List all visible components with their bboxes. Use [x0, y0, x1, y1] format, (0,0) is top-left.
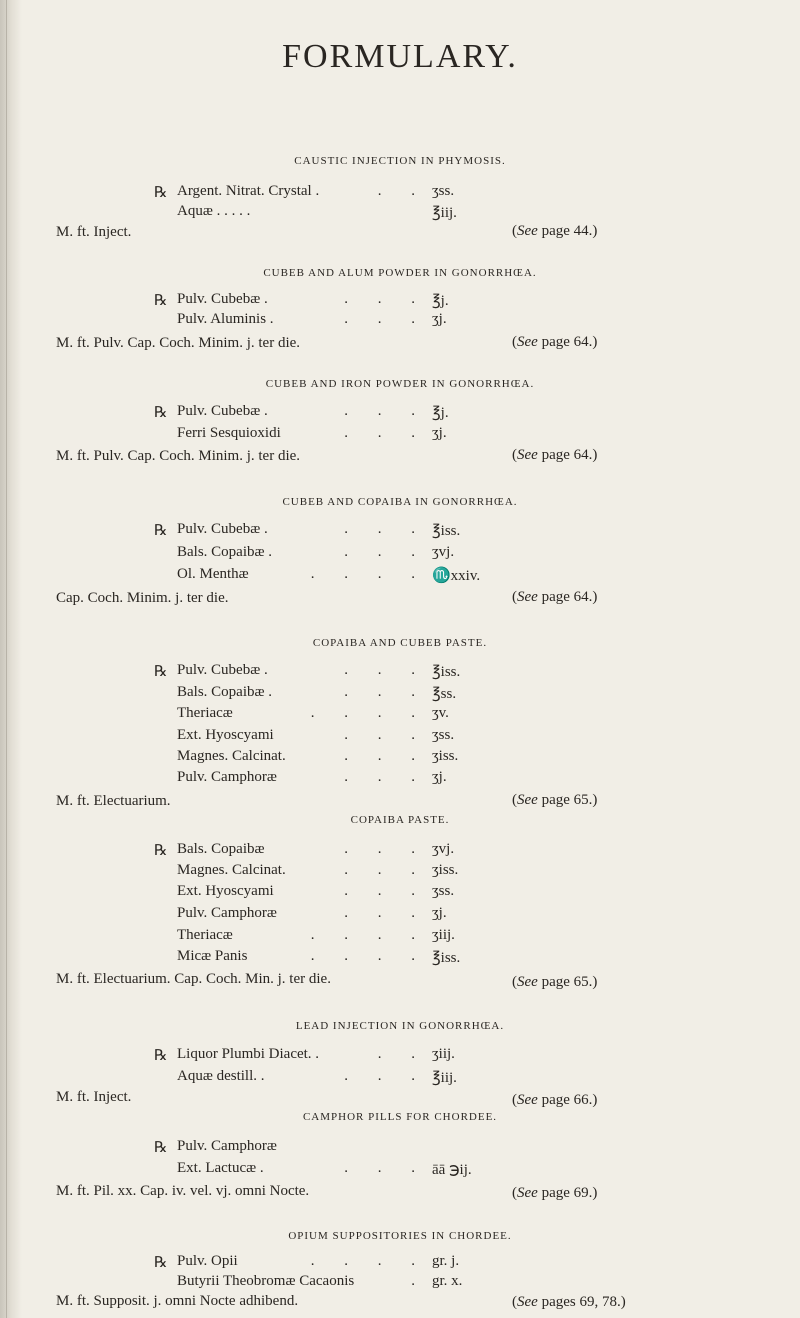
ingredient-name: Aquæ destill. . — [177, 1068, 265, 1084]
ingredient-quantity: ʒj. — [432, 425, 447, 441]
ingredient-quantity: ʒss. — [432, 183, 455, 199]
leader-dots: . . . — [344, 1068, 428, 1084]
ingredient-name: Bals. Copaibæ — [177, 841, 265, 857]
rx-symbol: ℞ — [154, 185, 168, 201]
ingredient-quantity: ʒss. — [432, 883, 455, 899]
leader-dots: . . . — [344, 403, 428, 419]
recipe-heading: COPAIBA PASTE. — [350, 814, 450, 826]
directions: Cap. Coch. Minim. j. ter die. — [56, 590, 229, 606]
ingredient-name: Butyrii Theobromæ Cacaonis — [177, 1273, 355, 1289]
page-reference: (See page 65.) — [512, 792, 598, 808]
ingredient-name: Ext. Lactucæ . — [177, 1160, 264, 1176]
ingredient-name: Argent. Nitrat. Crystal . — [177, 183, 320, 199]
ingredient-name: Ferri Sesquioxidi — [177, 425, 281, 441]
leader-dots: . . . — [344, 748, 428, 764]
recipe-heading: COPAIBA AND CUBEB PASTE. — [312, 637, 488, 649]
ingredient-quantity: ʒj. — [432, 311, 447, 327]
ingredient-quantity: ʒiij. — [432, 927, 455, 943]
leader-dots: . . . — [344, 311, 428, 327]
leader-dots: . . . . — [310, 927, 428, 943]
page-reference: (See pages 69, 78.) — [512, 1294, 626, 1310]
rx-symbol: ℞ — [154, 664, 168, 680]
rx-symbol: ℞ — [154, 843, 168, 859]
rx-symbol: ℞ — [154, 1048, 168, 1064]
leader-dots: . . . — [344, 1160, 428, 1176]
directions: M. ft. Pulv. Cap. Coch. Minim. j. ter die. — [56, 335, 301, 351]
leader-dots: . . . — [344, 521, 428, 537]
ingredient-quantity: gr. x. — [432, 1273, 463, 1289]
ingredient-name: Ol. Menthæ — [177, 566, 249, 582]
ingredient-quantity: ʒiss. — [432, 748, 459, 764]
ingredient-name: Theriacæ — [177, 927, 233, 943]
ingredient-quantity: ʒss. — [432, 727, 455, 743]
ingredient-quantity: āā ℈ij. — [432, 1162, 472, 1178]
ingredient-quantity: ʒv. — [432, 705, 449, 721]
directions: M. ft. Electuarium. Cap. Coch. Min. j. ter die. — [56, 971, 331, 987]
ingredient-quantity: ℥iss. — [432, 523, 461, 539]
page-reference: (See page 64.) — [512, 589, 598, 605]
ingredient-quantity: ℥iss. — [432, 664, 461, 680]
page-reference: (See page 44.) — [512, 223, 598, 239]
leader-dots: . . . — [344, 291, 428, 307]
ingredient-name: Pulv. Aluminis . — [177, 311, 274, 327]
ingredient-name: Pulv. Cubebæ . — [177, 291, 268, 307]
page-reference: (See page 64.) — [512, 334, 598, 350]
directions: M. ft. Inject. — [56, 224, 132, 240]
leader-dots: . . . . — [310, 566, 428, 582]
ingredient-quantity: ʒiij. — [432, 1046, 455, 1062]
leader-dots: . . . — [344, 727, 428, 743]
ingredient-name: Pulv. Camphoræ — [177, 1138, 277, 1154]
ingredient-name: Pulv. Opii — [177, 1253, 238, 1269]
directions: M. ft. Electuarium. — [56, 793, 171, 809]
ingredient-quantity: ℥iss. — [432, 950, 461, 966]
recipe-heading: LEAD INJECTION IN GONORRHŒA. — [295, 1020, 505, 1032]
recipe-heading: CUBEB AND COPAIBA IN GONORRHŒA. — [282, 496, 518, 508]
ingredient-name: Aquæ . . . . . — [177, 203, 251, 219]
leader-dots: . . . . — [310, 1253, 428, 1269]
leader-dots: . . — [377, 1046, 428, 1062]
ingredient-name: Theriacæ — [177, 705, 233, 721]
leader-dots: . . . — [344, 905, 428, 921]
leader-dots: . — [411, 1273, 428, 1289]
directions: M. ft. Pil. xx. Cap. iv. vel. vj. omni Nocte. — [56, 1183, 310, 1199]
ingredient-quantity: ʒiss. — [432, 862, 459, 878]
leader-dots: . . . — [344, 544, 428, 560]
recipe-heading: CAUSTIC INJECTION IN PHYMOSIS. — [294, 155, 506, 167]
ingredient-quantity: ℥j. — [432, 405, 449, 421]
recipe-heading: CAMPHOR PILLS FOR CHORDEE. — [302, 1111, 498, 1123]
leader-dots: . . . — [344, 684, 428, 700]
ingredient-quantity: ℥j. — [432, 293, 449, 309]
recipe-heading: OPIUM SUPPOSITORIES IN CHORDEE. — [288, 1230, 512, 1242]
leader-dots: . . . — [344, 841, 428, 857]
page-reference: (See page 66.) — [512, 1092, 598, 1108]
page-title: FORMULARY. — [282, 38, 518, 75]
leader-dots: . . . — [344, 662, 428, 678]
ingredient-name: Ext. Hyoscyami — [177, 883, 274, 899]
ingredient-quantity: ʒj. — [432, 905, 447, 921]
ingredient-name: Pulv. Cubebæ . — [177, 521, 268, 537]
recipe-heading: CUBEB AND IRON POWDER IN GONORRHŒA. — [265, 378, 535, 390]
page-reference: (See page 69.) — [512, 1185, 598, 1201]
rx-symbol: ℞ — [154, 523, 168, 539]
ingredient-quantity: ℥iij. — [432, 1070, 457, 1086]
leader-dots: . . — [377, 183, 428, 199]
rx-symbol: ℞ — [154, 293, 168, 309]
ingredient-quantity: ʒvj. — [432, 841, 455, 857]
ingredient-name: Pulv. Camphoræ — [177, 769, 277, 785]
ingredient-quantity: ʒvj. — [432, 544, 455, 560]
rx-symbol: ℞ — [154, 1140, 168, 1156]
ingredient-name: Liquor Plumbi Diacet. . — [177, 1046, 320, 1062]
leader-dots: . . . — [344, 883, 428, 899]
leader-dots: . . . . — [310, 948, 428, 964]
ingredient-name: Pulv. Cubebæ . — [177, 662, 268, 678]
ingredient-name: Ext. Hyoscyami — [177, 727, 274, 743]
ingredient-quantity: ʒj. — [432, 769, 447, 785]
ingredient-name: Pulv. Cubebæ . — [177, 403, 268, 419]
leader-dots: . . . . — [310, 705, 428, 721]
directions: M. ft. Pulv. Cap. Coch. Minim. j. ter die. — [56, 448, 301, 464]
ingredient-quantity: ℥iij. — [432, 205, 457, 221]
page-reference: (See page 65.) — [512, 974, 598, 990]
page-reference: (See page 64.) — [512, 447, 598, 463]
ingredient-name: Bals. Copaibæ . — [177, 544, 273, 560]
ingredient-name: Pulv. Camphoræ — [177, 905, 277, 921]
leader-dots: . . . — [344, 769, 428, 785]
rx-symbol: ℞ — [154, 1255, 168, 1271]
leader-dots: . . . — [344, 425, 428, 441]
ingredient-quantity: ℥ss. — [432, 686, 457, 702]
ingredient-quantity: ♏xxiv. — [432, 568, 481, 584]
rx-symbol: ℞ — [154, 405, 168, 421]
leader-dots: . . . — [344, 862, 428, 878]
ingredient-quantity: gr. j. — [432, 1253, 460, 1269]
ingredient-name: Bals. Copaibæ . — [177, 684, 273, 700]
ingredient-name: Magnes. Calcinat. — [177, 748, 286, 764]
ingredient-name: Magnes. Calcinat. — [177, 862, 286, 878]
ingredient-name: Micæ Panis — [177, 948, 248, 964]
directions: M. ft. Inject. — [56, 1089, 132, 1105]
directions: M. ft. Supposit. j. omni Nocte adhibend. — [56, 1293, 299, 1309]
recipe-heading: CUBEB AND ALUM POWDER IN GONORRHŒA. — [263, 267, 537, 279]
